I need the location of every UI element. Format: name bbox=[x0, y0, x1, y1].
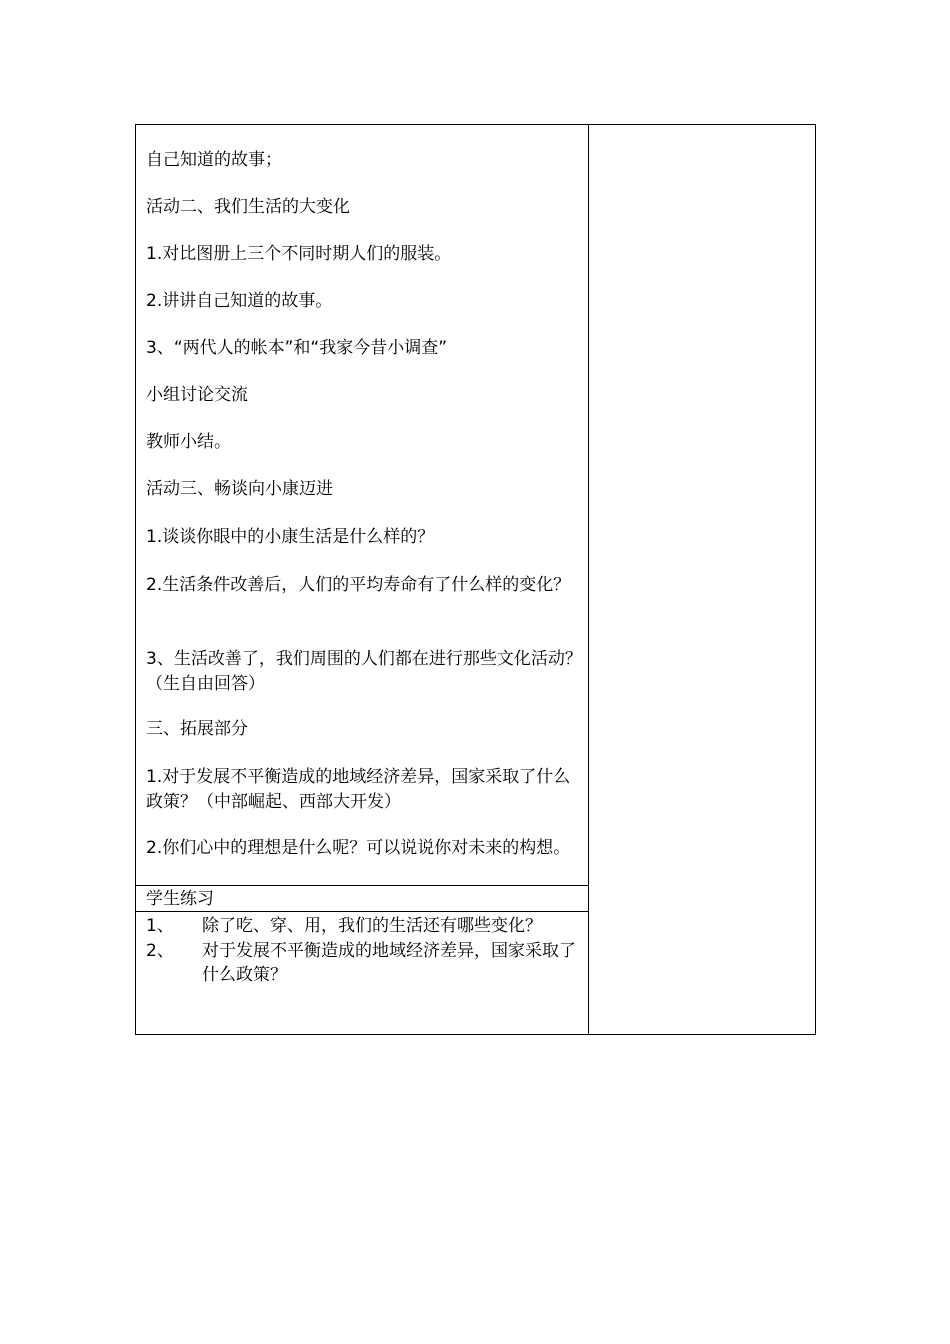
content-line-12: 三、拓展部分 bbox=[146, 719, 248, 739]
lesson-table bbox=[135, 124, 816, 1035]
content-line-1: 自己知道的故事； bbox=[146, 150, 282, 170]
content-line-9: 1.谈谈你眼中的小康生活是什么样的？ bbox=[146, 527, 435, 547]
practice-item-number: 1、 bbox=[146, 916, 174, 936]
content-line-2: 活动二、我们生活的大变化 bbox=[146, 197, 350, 217]
practice-item-text: 除了吃、穿、用，我们的生活还有哪些变化？ bbox=[202, 916, 542, 936]
column-divider bbox=[588, 125, 589, 1034]
practice-item-text: 对于发展不平衡造成的地域经济差异，国家采取了什么政策？ bbox=[202, 941, 576, 985]
content-line-13: 1.对于发展不平衡造成的地域经济差异，国家采取了什么政策？（中部崛起、西部大开发） bbox=[146, 767, 571, 812]
row-divider-top bbox=[136, 885, 589, 886]
content-line-3: 1.对比图册上三个不同时期人们的服装。 bbox=[146, 244, 452, 264]
content-line-8: 活动三、畅谈向小康迈进 bbox=[146, 479, 333, 499]
content-line-5: 3、“两代人的帐本”和“我家今昔小调查” bbox=[146, 338, 448, 358]
content-line-11: 3、生活改善了，我们周围的人们都在进行那些文化活动？（生自由回答） bbox=[146, 649, 582, 694]
row-divider-bottom bbox=[136, 911, 589, 912]
content-line-6: 小组讨论交流 bbox=[146, 385, 248, 405]
practice-label: 学生练习 bbox=[146, 889, 214, 909]
content-line-7: 教师小结。 bbox=[146, 432, 231, 452]
content-line-4: 2.讲讲自己知道的故事。 bbox=[146, 291, 333, 311]
content-line-10: 2.生活条件改善后，人们的平均寿命有了什么样的变化？ bbox=[146, 575, 571, 595]
content-line-14: 2.你们心中的理想是什么呢？可以说说你对未来的构想。 bbox=[146, 838, 571, 858]
practice-item-number: 2、 bbox=[146, 941, 174, 961]
